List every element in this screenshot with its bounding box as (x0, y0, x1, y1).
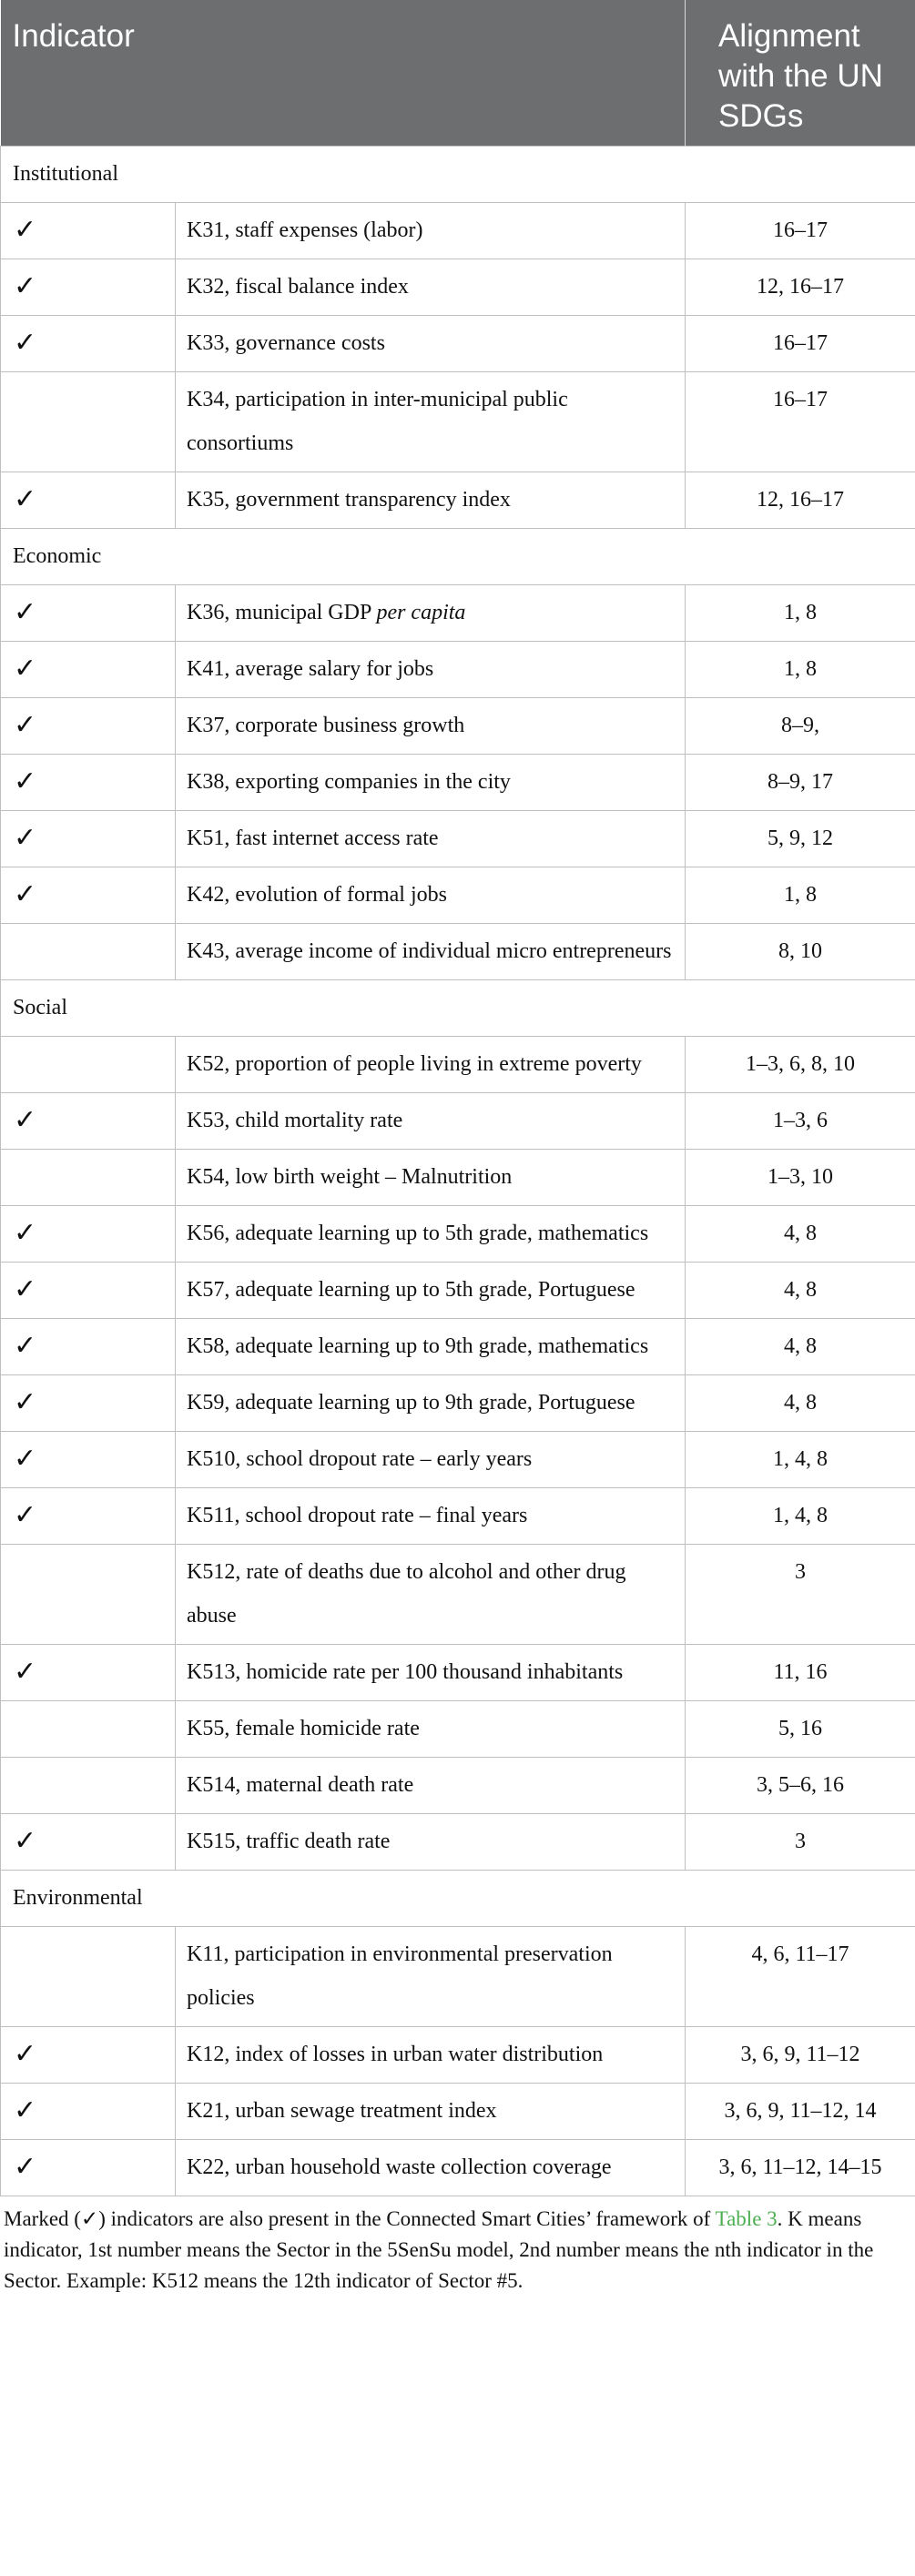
checkmark-cell: ✓ (1, 697, 176, 754)
checkmark-cell: ✓ (1, 315, 176, 371)
checkmark-cell: ✓ (1, 472, 176, 528)
checkmark-cell: ✓ (1, 754, 176, 810)
sdg-cell: 12, 16–17 (686, 259, 915, 315)
section-title: Economic (1, 528, 915, 584)
sdg-cell: 1, 4, 8 (686, 1431, 915, 1487)
table-row (1, 1036, 915, 1092)
indicator-cell: K35, government transparency index (176, 472, 686, 528)
table-row (1, 754, 915, 810)
table-row (1, 2139, 915, 2196)
checkmark-cell (1, 1036, 176, 1092)
table-row (1, 923, 915, 979)
table-row (1, 1757, 915, 1813)
table-row (1, 867, 915, 923)
indicator-cell: K21, urban sewage treatment index (176, 2083, 686, 2139)
sdg-cell: 11, 16 (686, 1644, 915, 1700)
table-row (1, 1487, 915, 1544)
checkmark-cell: ✓ (1, 2083, 176, 2139)
checkmark-cell: ✓ (1, 641, 176, 697)
sdg-cell: 1, 8 (686, 584, 915, 641)
header-indicator: Indicator (1, 0, 686, 146)
sdg-cell: 1–3, 6, 8, 10 (686, 1036, 915, 1092)
checkmark-cell: ✓ (1, 1092, 176, 1149)
header-alignment: Alignment with the UN SDGs (686, 0, 915, 146)
section-row (1, 528, 915, 584)
section-row (1, 146, 915, 202)
indicator-cell: K515, traffic death rate (176, 1813, 686, 1870)
indicator-cell: K510, school dropout rate – early years (176, 1431, 686, 1487)
checkmark-cell: ✓ (1, 1318, 176, 1374)
table-row (1, 1926, 915, 2026)
table-row (1, 1092, 915, 1149)
indicator-cell: K56, adequate learning up to 5th grade, mathematics (176, 1205, 686, 1262)
indicator-cell: K38, exporting companies in the city (176, 754, 686, 810)
table-row (1, 259, 915, 315)
sdg-cell: 4, 8 (686, 1318, 915, 1374)
checkmark-cell: ✓ (1, 2026, 176, 2083)
table-body (1, 146, 915, 2196)
sdg-cell: 3, 5–6, 16 (686, 1757, 915, 1813)
section-row (1, 979, 915, 1036)
sdg-cell: 16–17 (686, 371, 915, 472)
section-title: Social (1, 979, 915, 1036)
indicator-cell: K12, index of losses in urban water distribution (176, 2026, 686, 2083)
indicator-cell: K36, municipal GDP per capita (176, 584, 686, 641)
sdg-cell: 5, 16 (686, 1700, 915, 1757)
checkmark-cell: ✓ (1, 1374, 176, 1431)
checkmark-cell: ✓ (1, 202, 176, 259)
section-title: Environmental (1, 1870, 915, 1926)
checkmark-cell: ✓ (1, 1487, 176, 1544)
sdg-cell: 16–17 (686, 315, 915, 371)
table-row (1, 1544, 915, 1644)
indicator-cell: K22, urban household waste collection coverage (176, 2139, 686, 2196)
indicator-cell: K54, low birth weight – Malnutrition (176, 1149, 686, 1205)
checkmark-cell: ✓ (1, 259, 176, 315)
indicator-cell: K32, fiscal balance index (176, 259, 686, 315)
table-row (1, 584, 915, 641)
checkmark-cell (1, 923, 176, 979)
indicator-cell: K512, rate of deaths due to alcohol and other drug abuse (176, 1544, 686, 1644)
table-row (1, 1262, 915, 1318)
sdg-cell: 4, 8 (686, 1262, 915, 1318)
sdg-cell: 3, 6, 11–12, 14–15 (686, 2139, 915, 2196)
table-footnote (0, 2196, 915, 2297)
sdg-cell: 1–3, 6 (686, 1092, 915, 1149)
checkmark-cell (1, 1926, 176, 2026)
checkmark-cell (1, 1700, 176, 1757)
sdg-cell: 12, 16–17 (686, 472, 915, 528)
checkmark-cell: ✓ (1, 584, 176, 641)
checkmark-cell (1, 1757, 176, 1813)
sdg-cell: 3, 6, 9, 11–12, 14 (686, 2083, 915, 2139)
indicator-cell: K34, participation in inter-municipal public consortiums (176, 371, 686, 472)
sdg-cell: 1, 8 (686, 641, 915, 697)
table-row (1, 371, 915, 472)
indicator-cell: K59, adequate learning up to 9th grade, Portuguese (176, 1374, 686, 1431)
sdg-cell: 3 (686, 1813, 915, 1870)
indicator-cell: K37, corporate business growth (176, 697, 686, 754)
sdg-cell: 16–17 (686, 202, 915, 259)
sdg-cell: 5, 9, 12 (686, 810, 915, 867)
table-row (1, 202, 915, 259)
checkmark-cell (1, 1149, 176, 1205)
indicator-cell: K514, maternal death rate (176, 1757, 686, 1813)
table-3-link[interactable]: Table 3 (715, 2206, 778, 2230)
sdg-cell: 8, 10 (686, 923, 915, 979)
indicator-cell: K33, governance costs (176, 315, 686, 371)
table-row (1, 810, 915, 867)
indicator-cell: K58, adequate learning up to 9th grade, mathematics (176, 1318, 686, 1374)
indicator-cell: K511, school dropout rate – final years (176, 1487, 686, 1544)
table-row (1, 641, 915, 697)
table-row (1, 1813, 915, 1870)
sdg-cell: 4, 6, 11–17 (686, 1926, 915, 2026)
checkmark-cell: ✓ (1, 1205, 176, 1262)
checkmark-cell: ✓ (1, 1431, 176, 1487)
sdg-cell: 4, 8 (686, 1205, 915, 1262)
section-row (1, 1870, 915, 1926)
header-row (1, 0, 915, 146)
table-row (1, 1318, 915, 1374)
table-row (1, 1149, 915, 1205)
checkmark-cell: ✓ (1, 1262, 176, 1318)
sdg-cell: 8–9, (686, 697, 915, 754)
table-row (1, 697, 915, 754)
checkmark-cell (1, 1544, 176, 1644)
indicator-cell: K513, homicide rate per 100 thousand inhabitants (176, 1644, 686, 1700)
sdg-cell: 1–3, 10 (686, 1149, 915, 1205)
table-row (1, 2026, 915, 2083)
indicator-cell: K42, evolution of formal jobs (176, 867, 686, 923)
indicator-cell: K41, average salary for jobs (176, 641, 686, 697)
indicator-cell: K52, proportion of people living in extreme poverty (176, 1036, 686, 1092)
sdg-cell: 1, 8 (686, 867, 915, 923)
table-row (1, 315, 915, 371)
table-row (1, 1431, 915, 1487)
table-row (1, 1700, 915, 1757)
checkmark-cell: ✓ (1, 810, 176, 867)
sdg-cell: 4, 8 (686, 1374, 915, 1431)
checkmark-cell: ✓ (1, 867, 176, 923)
indicator-cell: K31, staff expenses (labor) (176, 202, 686, 259)
indicator-cell: K53, child mortality rate (176, 1092, 686, 1149)
indicator-cell: K11, participation in environmental preservation policies (176, 1926, 686, 2026)
table-row (1, 1644, 915, 1700)
footnote-text-2: . K means indicator, 1st number means the Sector in the 5SenSu model, 2nd number means the nth indicator in the Sector. Example: K512 means the 12th indicator of Sector #5. (4, 2206, 874, 2292)
checkmark-cell: ✓ (1, 2139, 176, 2196)
table-row (1, 1374, 915, 1431)
table-row (1, 472, 915, 528)
sdg-cell: 8–9, 17 (686, 754, 915, 810)
sdg-cell: 3 (686, 1544, 915, 1644)
sdg-cell: 3, 6, 9, 11–12 (686, 2026, 915, 2083)
checkmark-cell: ✓ (1, 1644, 176, 1700)
sdg-cell: 1, 4, 8 (686, 1487, 915, 1544)
indicator-cell: K43, average income of individual micro entrepreneurs (176, 923, 686, 979)
indicator-cell: K57, adequate learning up to 5th grade, Portuguese (176, 1262, 686, 1318)
footnote-text-1: Marked (✓) indicators are also present in the Connected Smart Cities’ framework of (4, 2206, 716, 2230)
indicator-cell: K51, fast internet access rate (176, 810, 686, 867)
table-row (1, 2083, 915, 2139)
checkmark-cell: ✓ (1, 1813, 176, 1870)
checkmark-cell (1, 371, 176, 472)
table-row (1, 1205, 915, 1262)
section-title: Institutional (1, 146, 915, 202)
indicator-cell: K55, female homicide rate (176, 1700, 686, 1757)
